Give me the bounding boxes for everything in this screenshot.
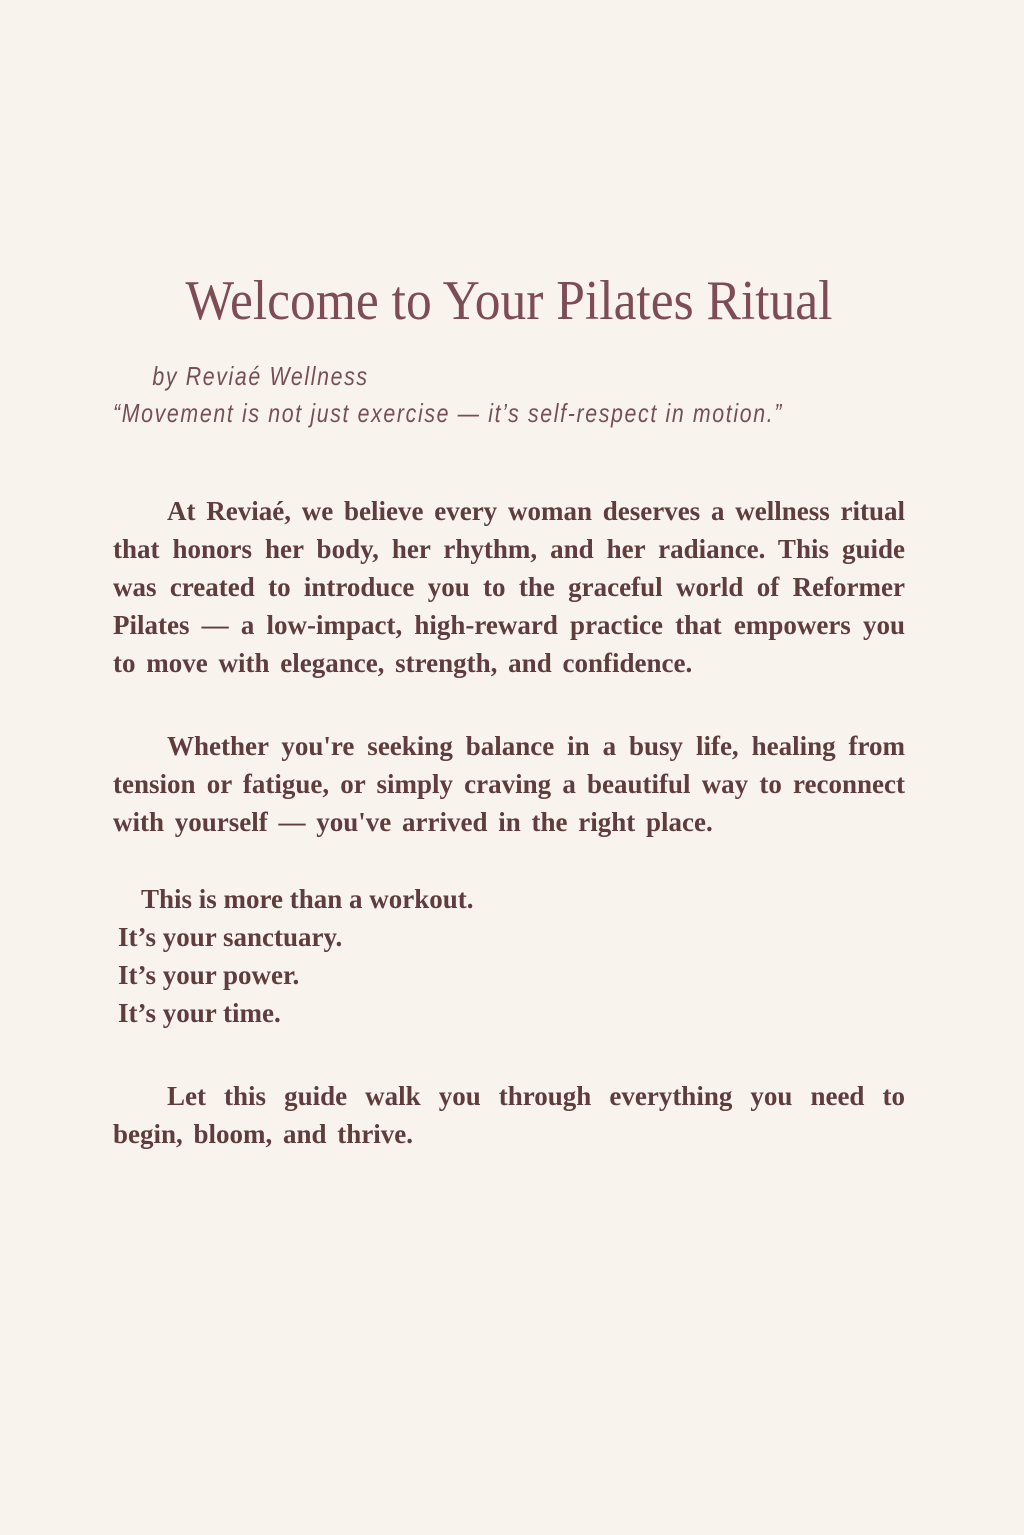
mantra-line: It’s your sanctuary. [118, 922, 343, 952]
paragraph-closing: Let this guide walk you through everything you need to begin, bloom, and thrive. [113, 1081, 905, 1149]
paragraph-journey: Whether you're seeking balance in a busy life, healing from tension or fatigue, or simply craving a beautiful way to reconnect with yourself — you've arrived in the right place. [113, 731, 905, 837]
quote: “Movement is not just exercise — it’s self-respect in motion.” [113, 398, 784, 428]
mantra-line: This is more than a workout. [141, 884, 474, 914]
page-title: Welcome to Your Pilates Ritual [185, 270, 833, 332]
paragraph-mantra [113, 880, 905, 1032]
paragraph-intro: At Reviaé, we believe every woman deserves a wellness ritual that honors her body, her rhythm, and her radiance. This guide was created to introduce you to the graceful world of Reformer Pilates — a low-impact, high-reward practice that empowers you to move with elegance, strength, and confidence. [113, 496, 905, 678]
byline: by Reviaé Wellness [152, 361, 369, 391]
mantra-line: It’s your time. [118, 998, 281, 1028]
mantra-line: It’s your power. [118, 960, 300, 990]
byline-block [113, 358, 784, 432]
